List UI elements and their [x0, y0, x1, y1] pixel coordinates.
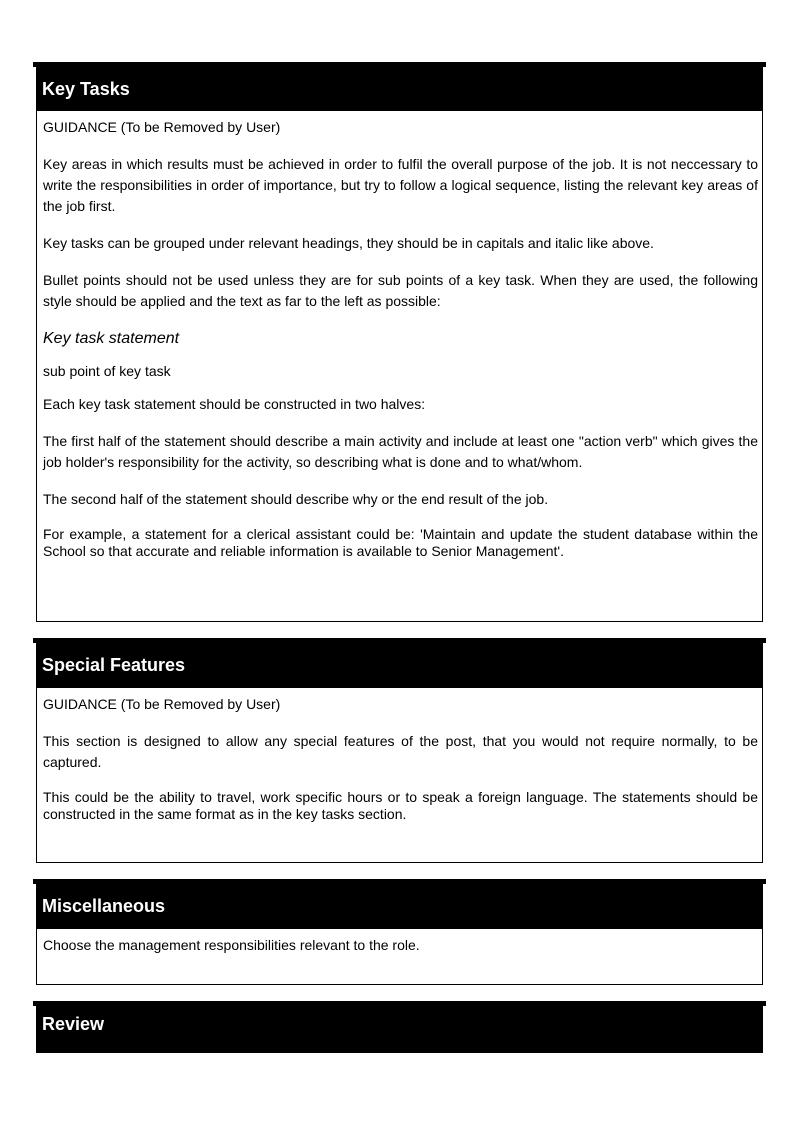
key-tasks-section — [36, 66, 763, 622]
review-section — [36, 1005, 763, 1053]
key-tasks-paragraph-2: Key tasks can be grouped under relevant headings, they should be in capitals and italic like above. — [43, 235, 654, 251]
special-features-guidance: GUIDANCE (To be Removed by User) — [43, 696, 281, 712]
key-tasks-paragraph-7: For example, a statement for a clerical assistant could be: 'Maintain and update the student database within the School so that accurate and reliable information is available to Senior Management'. — [43, 526, 758, 559]
miscellaneous-paragraph-1: Choose the management responsibilities relevant to the role. — [43, 937, 420, 953]
miscellaneous-body — [36, 929, 763, 985]
special-features-paragraph-2: This could be the ability to travel, work specific hours or to speak a foreign language. The statements should be constructed in the same format as in the key tasks section. — [43, 789, 758, 822]
key-task-sub-point: sub point of key task — [43, 363, 171, 379]
special-features-paragraph-1: This section is designed to allow any special features of the post, that you would not require normally, to be captured. — [43, 733, 758, 770]
miscellaneous-heading: Miscellaneous — [36, 883, 763, 929]
key-tasks-body — [36, 111, 763, 622]
key-tasks-heading: Key Tasks — [36, 66, 763, 111]
miscellaneous-section — [36, 883, 763, 985]
special-features-body — [36, 688, 763, 863]
special-features-section — [36, 642, 763, 863]
special-features-heading: Special Features — [36, 642, 763, 688]
key-tasks-guidance: GUIDANCE (To be Removed by User) — [43, 119, 281, 135]
key-tasks-paragraph-6: The second half of the statement should describe why or the end result of the job. — [43, 491, 549, 507]
key-tasks-paragraph-3: Bullet points should not be used unless they are for sub points of a key task. When they are used, the following style should be applied and the text as far to the left as possible: — [43, 272, 758, 309]
review-heading: Review — [36, 1005, 763, 1053]
key-tasks-paragraph-5: The first half of the statement should describe a main activity and include at least one "action verb" which gives the job holder's responsibility for the activity, so describing what is done and to what/whom. — [43, 433, 758, 470]
key-tasks-paragraph-1: Key areas in which results must be achieved in order to fulfil the overall purpose of the job. It is not neccessary to write the responsibilities in order of importance, but try to follow a logical sequence, listing the relevant key areas of the job first. — [43, 156, 758, 214]
key-task-statement: Key task statement — [43, 330, 180, 347]
key-tasks-paragraph-4: Each key task statement should be constructed in two halves: — [43, 396, 426, 412]
